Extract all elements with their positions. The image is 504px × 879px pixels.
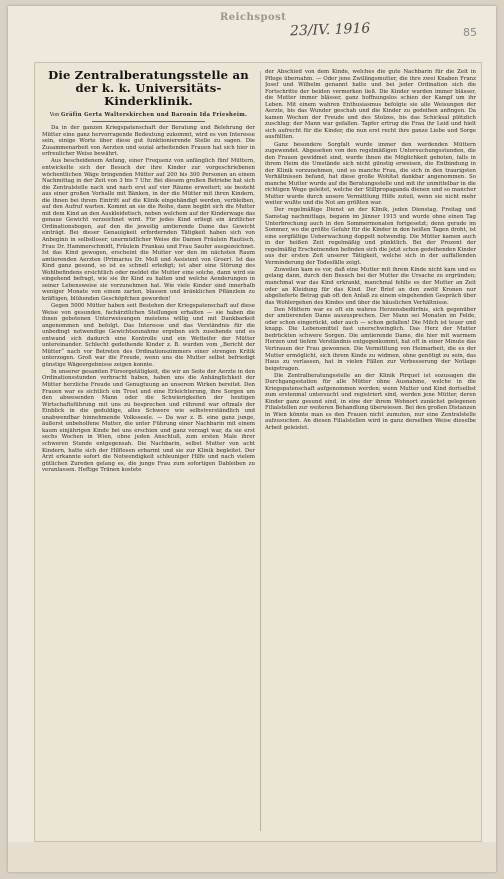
article-paragraph: Ganz besondere Sorgfalt wurde immer den werdenden Müttern zugewendet. Abgesehen von den regelmäßigen Untersuchungsstunden, die den Frauen gewidmet sind, wurde ihnen die Möglichkeit geboten, falls in ihrem Heim die Umstände sich nicht günstig erweisen, die Entbindung in der Klinik vorzunehmen, und so manche Frau, die sich in den traurigsten Verhältnissen befand, hat diese große Wohltat dankbar angenommen. So manche Mutter wurde auf die Beratungsstelle und mit ihr unmittelbar in die richtigen Wege geleitet, welche der Stillpropaganda dienen und so mancher Mutter wurde durch unsere Vermittlung Hilfe zuteil, wenn sie nicht mehr weiter wußte und die Not am größten war.	[265, 141, 476, 207]
title-rule	[92, 121, 205, 122]
archive-sheet	[8, 6, 496, 872]
column-divider	[260, 71, 261, 831]
newspaper-clipping	[34, 62, 482, 842]
byline-prefix: Von	[49, 112, 60, 118]
handwritten-date: 23/IV. 1916	[289, 20, 371, 40]
article-byline	[42, 112, 255, 118]
article-paragraph: Da in der ganzen Kriegspatenschaft der Beratung und Belehrung der Mütter eine ganz hervorragende Bedeutung zukommt, wird es von Interesse sein, einige Worte über diese gut funktionierende Stelle zu sagen. Die Zusammenarbeit von Aerzten und sozial arbeitenden Frauen hat sich hier in erfreulicher Weise bewährt.	[42, 125, 255, 158]
article-column-left	[42, 69, 255, 835]
newspaper-source-stamp: Reichspost	[220, 12, 287, 23]
article-column-right	[265, 69, 476, 835]
article-paragraph: der Abschied von dem Kinde, welches die gute Nachbarin für die Zeit in Pflege übernahm. — Oder jene Zwillingsmutter, die ihre zwei Knaben Franz Josef und Wilhelm genannt hatte und bei jeder Ordination sich die Fortschritte der beiden vermerken ließ. Die Kinder wurden immer blässer, die Mutter immer blässer, ganz hoffnungslos schien der Kampf um ihr Leben. Mit einem wahren Enthusiasmus befolgte sie alle Weisungen der Aerzte, bis das Wunder geschah und die Kinder zu gedeihen anfingen. Da kamen Wochen der Freude und des Stolzes, bis das Schicksal plötzlich zuschlug: der Mann war gefallen. Tapfer ertrug die Frau ihr Leid und hielt sich aufrecht für die Kinder, die nun erst recht ihre ganze Liebe und Sorge ausfüllten.	[265, 69, 476, 141]
article-title: Die Zentralberatungsstelle an der k. k. Universitäts-Kinderklinik.	[48, 69, 249, 108]
article-paragraph: Die Zentralberatungsstelle an der Klinik Pirquet ist sozusagen die Durchgangsstation für alle Mütter ohne Ausnahme, welche in die Kriegspatenschaft aufgenommen werden; wenn Mutter und Kind dortselbst zum erstenmal untersucht und registriert sind, werden jene Mütter, deren Kinder ganz gesund sind, in eine der ihrem Wohnort zunächst gelegenen Filialstellen zur weiteren Behandlung überwiesen. Bei den großen Distanzen in Wien könnte man es den Frauen nicht zumuten, nur eine Zentralstelle aufzusuchen. An diesen Filialstellen wird in ganz derselben Weise dieselbe Arbeit geleistet.	[265, 372, 476, 432]
article-paragraph: In unserer gesamten Fürsorgetätigkeit, die wir an Seite der Aerzte in den Ordinationsstunden verbracht haben, haben uns die Anhänglichkeit der Mütter herzliche Freude und Genugtuung an unserem Wirken bereitet. Den Frauen war es sichtlich ein Trost und eine Erleichterung, ihre Sorgen um den abwesenden Mann oder die Schwierigkeiten der heutigen Wirtschaftsführung mit uns zu besprechen und rührend war oftmals der Einblick in die geduldige, alles Schwere wie selbstverständlich und unabwendbar hinnehmende Volksseele. — Da war z. B. eine ganz junge, äußerst unbeholfene Mutter, die unter Führung einer Nachbarin mit einem kaum einjährigen Kinde bei uns erschien und ganz verzagt war, da sie erst sechs Wochen in Wien, ohne jeden Anschluß, zum ersten Male ihrer schweren Stunde entgegensah. Die Nachbarin, selbst Mutter von acht Kindern, hatte sich der Hilflosen erbarmt und sie zur Klinik begleitet. Der Arzt erkannte sofort die Notwendigkeit schleuniger Hilfe und nach vielem gütlichen Zureden gelang es, die junge Frau zum sofortigen Dableiben zu veranlassen. Heftige Tränen kostete	[42, 368, 255, 474]
article-paragraph: Gegen 5000 Mütter haben seit Bestehen der Kriegspatenschaft auf diese Weise von gesunden, fachärztlichen Stellungen erhalten — sie haben die ihnen gebotenen Unterweisungen meistens willig und mit Dankbarkeit angenommen und befolgt. Das Interesse und das Verständnis für die unbedingt notwendige Gewichtszunahme ergeben sich zusehends und es entwand sich dadurch eine Kontrolle und ein Wetteifer der Mütter untereinander. Schlecht gedeihende Kinder z. B. wurden vom „Bericht der Mütter“ nach vor Betreten des Ordinationszimmers einer strengen Kritik unterzogen. Groß war die Freude, wenn uns die Mutter selbst befriedigt günstige Wägeergebnisse zeigen konnte.	[42, 302, 255, 368]
article-paragraph: Zuweilen kam es vor, daß eine Mutter mit ihrem Kinde nicht kam und es gelang dann, durch den Besuch bei der Mutter die Ursache zu ergründen; manchmal war das Kind erkrankt, manchmal fehlte es der Mutter an Zeit oder an Kleidung für das Kind. Der Brief an den zwölf Kronen nur abgelieferte Betrag gab oft den Anlaß zu einem eingehenden Gespräch über das Wohlergehen des Kindes und über die häuslichen Verhältnisse.	[265, 266, 476, 306]
article-paragraph: Aus bescheidenem Anfang, einer Frequenz von anfänglich fünf Müttern, entwickelte sich der Besuch der ihre Kinder zur vorgeschriebenen wöchentlichen Wäge bringenden Mütter auf 200 bis 300 Personen an einem Nachmittag in der Zeit von 3 bis 7 Uhr. Bei diesem großen Betriebe hat sich die Zentralstelle nach und nach erst auf vier Räume erweitert; sie besteht aus einer großen Vorhalle mit Bänken, in der die Mütter mit ihren Kindern, die ihnen bei ihrem Eintritt auf die Klinik eingehändigt werden, verbleiben, auf den Aufruf warten. Kommt an sie die Reihe, dann begibt sich die Mutter mit dem Kind an den Auskleidetisch, neben welchem auf der Kinderwage das genaue Gewicht verzeichnet wird. Für jedes Kind erliegt ein ärztlicher Ordinationsbogen, auf den die jeweilig amtierende Dame das Gewicht einträgt. Bei dieser Genauigkeit erfordernden Tätigkeit haben sich von Anbeginn in selbstloser, unermüdlicher Weise die Damen Fräulein Rautisch, Frau Dr. Hammerschmidt, Fräulein Frankau und Frau Saufer ausgezeichnet. Ist das Kind gewogen, erscheint die Mutter vor den im nächsten Raum amtierenden Aerzten (Primarius Dr. Moll und Assistent von Groer). Ist das Kind ganz gesund, so ist es schnell erledigt; ist aber eine Störung des Wohlbefindens ersichtlich oder meldet die Mutter eine solche, dann wird sie eingehend befragt, wie sie ihr Kind zu halten und welche Aenderungen in seiner Lebensweise sie vorzunehmen hat. Wie viele Kinder sind innerhalb weniger Monate von einem zarten, blassen und kränklichen Pflänzlein zu kräftigen, blühenden Geschöpfchen geworden!	[42, 158, 255, 302]
handwritten-page-number: 85	[463, 26, 477, 39]
article-paragraph: Der regelmäßige Dienst an der Klinik, jeden Dienstag, Freitag und Samstag nachmittags, begann im Jänner 1915 und wurde ohne einen Tag Unterbrechung auch in den Sommermonaten fortgesetzt; denn gerade im Sommer, wo die größte Gefahr für die Kinder in den heißen Tagen droht, ist eine sorgfältige Ueberwachung doppelt notwendig. Die Mütter kamen auch in der heißen Zeit regelmäßig und pünktlich. Bei der Prozent der regelmäßig Erscheinenden befinden sich die jetzt schon gedeihenden Kinder aus der ersten Zeit unserer Tätigkeit, welche sich in der auffallenden Verminderung der Todesfälle zeigt.	[265, 207, 476, 266]
sheet-bottom-margin	[8, 842, 496, 872]
article-paragraph: Den Müttern war es oft ein wahres Herzensbedürfnis, sich gegenüber der amtierenden Dame auszusprechen. Der Mann sei Monaten im Felde, oder schon eingerückt, oder auch — schon gefallen! Die Milch ist teuer und knapp. Die Lebensmittel fast unerschwinglich. Das Herz der Mutter bedrückten schwere Sorgen. Die amtierende Dame, die hier mit warmem Herzen und tiefem Verständnis entgegenkommt, hat oft in einer Minute das Vertrauen der Frau gewonnen. Die Vermittlung von Heimarbeit, die es der Mutter ermöglicht, sich ihrem Kinde zu widmen, ohne genötigt zu sein, das Haus zu verlassen, hat in vielen Fällen zur Verbesserung der Notlage beigetragen.	[265, 306, 476, 372]
byline-authors: Gräfin Gerta Walterskirchen und Baronin Ida Friesheim.	[60, 112, 248, 118]
